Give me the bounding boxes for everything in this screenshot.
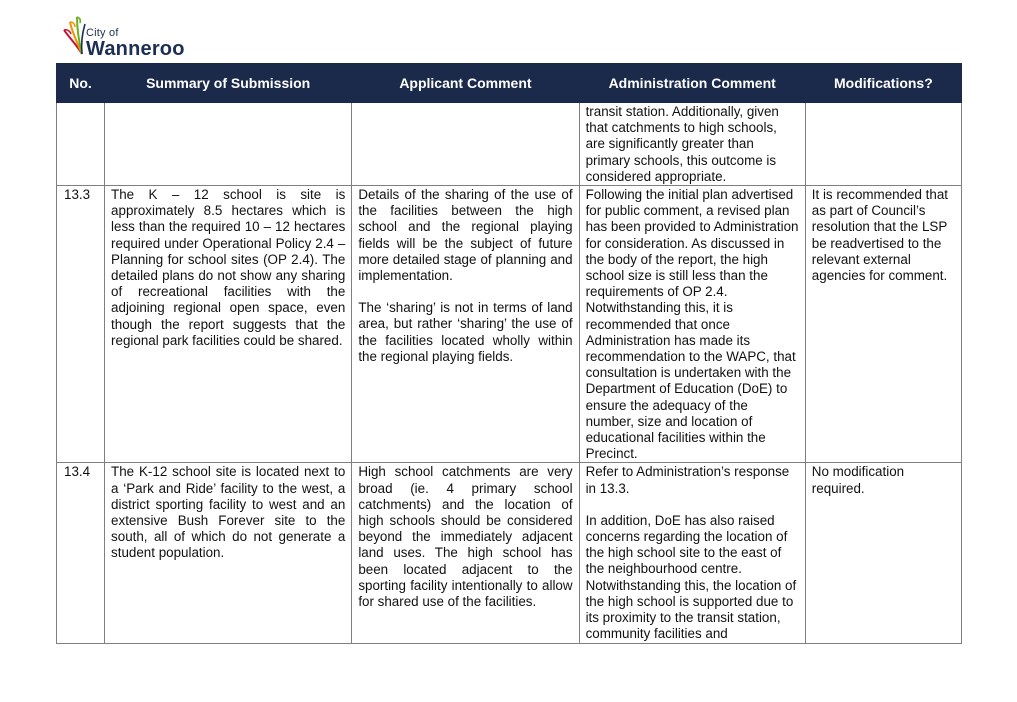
cell-no (57, 103, 105, 186)
header-no: No. (57, 64, 105, 103)
applicant-paragraph: Details of the sharing of the use of the facilities between the high school and the regional playing fields will be the subject of future more detailed stage of planning and implementation. (358, 187, 573, 284)
table-header-row (57, 64, 962, 103)
administration-paragraph: In addition, DoE has also raised concerns regarding the location of the high school site to the east of the neighbourhood centre. Notwithstanding this, the location of the high school is supported due to its proximity to the transit station, community facilities and (585, 512, 797, 642)
header-modifications: Modifications? (805, 64, 961, 103)
cell-no: 13.4 (57, 463, 105, 643)
cell-modifications (805, 103, 961, 186)
cell-summary (105, 103, 352, 186)
administration-paragraph: Refer to Administration’s response in 13.3. (585, 464, 790, 496)
header-applicant-comment: Applicant Comment (352, 64, 579, 103)
logo-text-city-of: City of (86, 27, 119, 39)
table-row (57, 103, 962, 186)
applicant-paragraph: The ‘sharing’ is not in terms of land area, but rather ‘sharing’ the use of the facilities located wholly within the regional playing fields. (358, 300, 573, 364)
cell-modifications: It is recommended that as part of Council’s resolution that the LSP be readvertised to the relevant external agencies for comment. (805, 186, 961, 463)
table-row (57, 186, 962, 463)
cell-administration (579, 463, 805, 643)
header-administration-comment: Administration Comment (579, 64, 805, 103)
logo-text-wanneroo: Wanneroo (86, 38, 185, 60)
cell-administration: transit station. Additionally, given that catchments to high schools, are significantly greater than primary schools, this outcome is considered appropriate. (579, 103, 805, 186)
cell-applicant (352, 103, 579, 186)
cell-summary: The K – 12 school is site is approximately 8.5 hectares which is less than the required 10 – 12 hectares required under Operational Policy 2.4 – Planning for school sites (OP 2.4). The detailed plans do not show any sharing of recreational facilities with the adjoining regional open space, even though the report suggests that the regional park facilities could be shared. (105, 186, 352, 463)
header-summary: Summary of Submission (105, 64, 352, 103)
table-row (57, 463, 962, 643)
cell-no: 13.3 (57, 186, 105, 463)
cell-summary: The K-12 school site is located next to a ‘Park and Ride’ facility to the west, a district sporting facility to west and an extensive Bush Forever site to the south, all of which do not generate a student population. (105, 463, 352, 643)
cell-administration: Following the initial plan advertised for public comment, a revised plan has been provided to Administration for consideration. As discussed in the body of the report, the high school size is still less than the requirements of OP 2.4. Notwithstanding this, it is recommended that once Administration has made its recommendation to the WAPC, that consultation is undertaken with the Department of Education (DoE) to ensure the adequacy of the number, size and location of educational facilities within the Precinct. (579, 186, 805, 463)
city-logo (62, 14, 192, 60)
submissions-table (56, 63, 962, 644)
cell-applicant (352, 186, 579, 463)
cell-applicant: High school catchments are very broad (ie. 4 primary school catchments) and the location of high schools should be considered beyond the immediately adjacent land uses. The high school has been located adjacent to the sporting facility intentionally to allow for shared use of the facilities. (352, 463, 579, 643)
cell-modifications: No modification required. (805, 463, 961, 643)
